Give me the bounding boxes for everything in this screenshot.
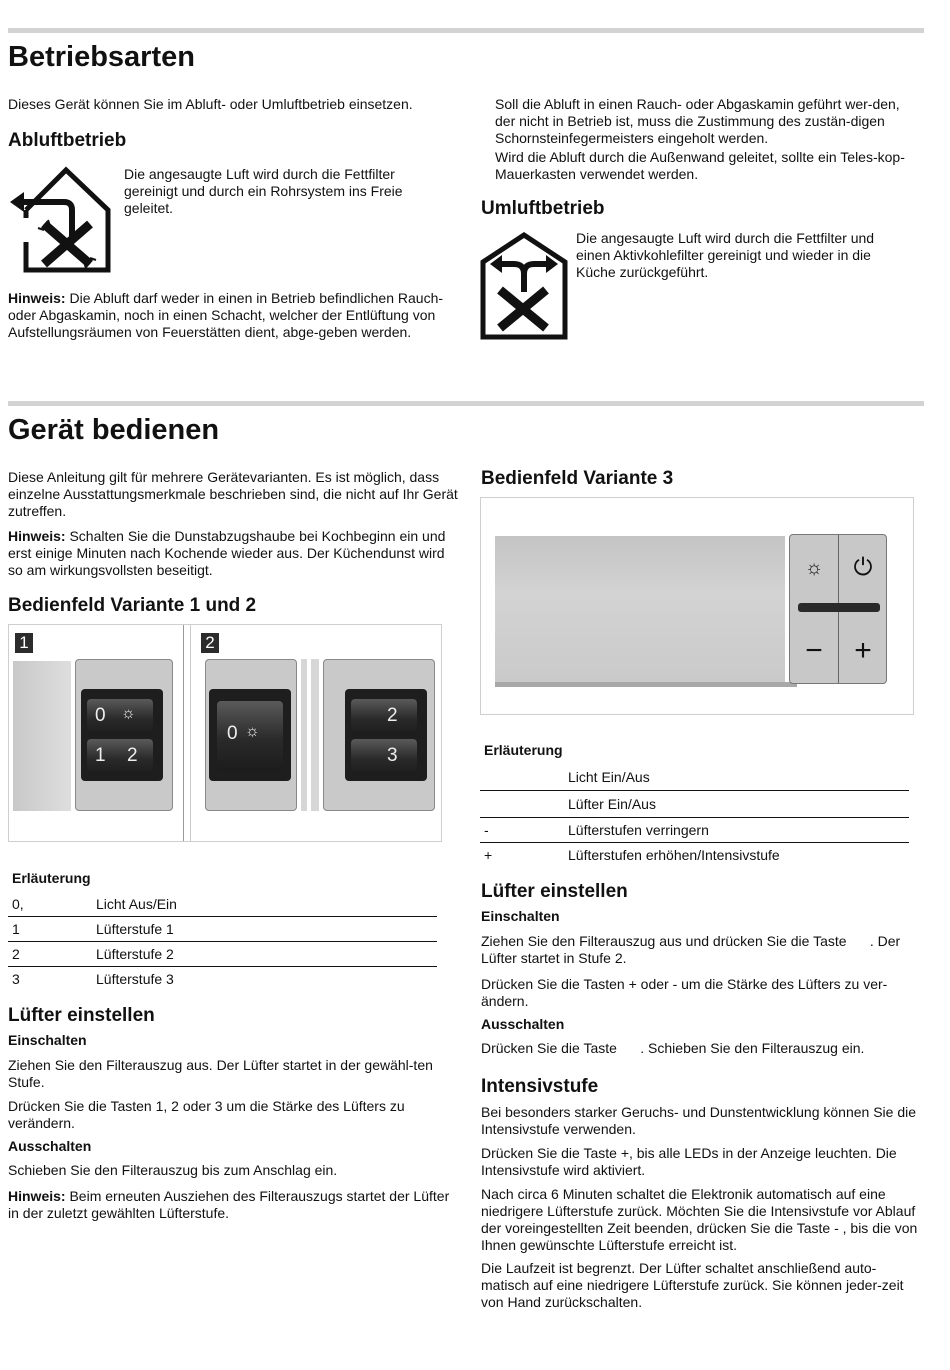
legend-value: Lüfterstufen verringern (568, 821, 709, 838)
intensive-runtime: Die Laufzeit ist begrenzt. Der Lüfter schaltet anschließend auto-matisch auf eine niedrigere Lüfterstufe zurück. Sie können jeder-zeit von Hand zurückschalten. (481, 1260, 904, 1310)
legend-title: Erläuterung (12, 870, 91, 886)
abluft-hint (8, 290, 458, 341)
chimney-note: Soll die Abluft in einen Rauch- oder Abgaskamin geführt wer-den, der nicht in Betrieb ist, muss die Zustimmung des zustän-digen Schornsteinfegermeisters eingeholt werden. (495, 96, 900, 146)
fan-rocker-switch[interactable] (351, 739, 417, 775)
light-rocker-switch[interactable] (87, 699, 153, 735)
switch-on-text: Ziehen Sie den Filterauszug aus und drücken Sie die Taste . Der Lüfter startet in Stufe 2. (481, 933, 905, 966)
section-title-geraet-bedienen: Gerät bedienen (8, 414, 220, 446)
touch-panel (789, 534, 887, 684)
light-rocker-switch[interactable] (217, 701, 283, 771)
legend-row (8, 967, 437, 992)
power-button[interactable] (839, 535, 887, 601)
legend-row (8, 917, 437, 942)
legend-value: Licht Aus/Ein (96, 895, 177, 912)
legend-row (480, 843, 909, 868)
heading-umluftbetrieb: Umluftbetrieb (481, 198, 605, 219)
legend-key: + (484, 847, 493, 863)
heading-luefter-einstellen: Lüfter einstellen (481, 881, 628, 902)
umluft-description: Die angesaugte Luft wird durch die Fettfilter und einen Aktivkohlefilter gereinigt und wieder in die Küche zurückgeführt. (576, 230, 875, 280)
abluft-description: Die angesaugte Luft wird durch die Fettfilter gereinigt und durch ein Rohrsystem ins Freie geleitet. (124, 166, 403, 216)
hint-label: Hinweis: (8, 528, 66, 544)
panel-gap (311, 659, 319, 811)
legend-table-variant-3 (480, 738, 909, 868)
legend-table-variant-1-2 (8, 866, 437, 992)
legend-row (480, 818, 909, 843)
legend-key: 3 (12, 971, 20, 987)
fan-level-text: Drücken Sie die Tasten 1, 2 oder 3 um die Stärke des Lüfters zu verändern. (8, 1098, 405, 1131)
figure-divider (190, 625, 191, 841)
panel-gap (301, 659, 307, 811)
hood-front-panel (13, 661, 71, 811)
plus-button[interactable]: + (854, 634, 872, 667)
intensive-auto-return: Nach circa 6 Minuten schaltet die Elektronik automatisch auf eine niedrigere Lüfterstufe zurück. Möchten Sie die Intensivstufe vor Ablauf der voreingestellten Zeit beenden, drücken Sie die Taste - , bis die von Ihnen gewünschte Lüfterstufe erreicht ist. (481, 1186, 918, 1253)
switch-off-text: Schieben Sie den Filterauszug bis zum Anschlag ein. (8, 1162, 338, 1178)
led-display (798, 603, 880, 612)
section-divider (8, 401, 924, 406)
light-icon: ☼ (121, 705, 136, 722)
switch-label-2: 2 (127, 745, 138, 766)
switch-label-1: 1 (95, 745, 106, 766)
subheading-einschalten: Einschalten (8, 1032, 87, 1048)
operation-hint (8, 528, 458, 579)
drawer-edge (495, 682, 797, 687)
control-panel-variant-3-figure (480, 497, 914, 715)
legend-title: Erläuterung (484, 742, 563, 758)
legend-row (480, 791, 909, 818)
recirculation-house-icon (480, 232, 568, 340)
hint-label: Hinweis: (8, 1188, 66, 1204)
legend-value: Lüfterstufe 3 (96, 971, 174, 987)
legend-value: Lüfter Ein/Aus (568, 795, 656, 812)
legend-value: Licht Ein/Aus (568, 768, 650, 785)
light-button[interactable] (790, 535, 838, 601)
hint-label: Hinweis: (8, 290, 66, 306)
switch-label-0: 0 (95, 705, 106, 726)
light-icon: ☼ (245, 723, 260, 740)
minus-button[interactable]: − (805, 634, 823, 667)
switch-off-text: Drücken Sie die Taste . Schieben Sie den Filterauszug ein. (481, 1040, 865, 1056)
hint-text: Schalten Sie die Dunstabzugshaube bei Kochbeginn ein und erst einige Minuten nach Kochende wieder aus. Der Küchendunst wird so am wirkungsvollsten beseitigt. (8, 528, 446, 578)
legend-key: 0, (12, 895, 24, 912)
switch-on-text: Ziehen Sie den Filterauszug aus. Der Lüfter startet in der gewähl-ten Stufe. (8, 1057, 433, 1090)
intro-text: Diese Anleitung gilt für mehrere Gerätevarianten. Es ist möglich, dass einzelne Ausstattungsmerkmale beschrieben sind, die nicht auf Ihr Gerät zutreffen. (8, 469, 458, 519)
legend-key: 1 (12, 920, 20, 937)
figure-divider (183, 625, 184, 841)
switch-label-2: 2 (387, 705, 398, 726)
power-icon: ⏻ (853, 554, 873, 581)
fan-level-text: Drücken Sie die Tasten + oder - um die Stärke des Lüfters zu ver-ändern. (481, 976, 888, 1009)
wall-box-note: Wird die Abluft durch die Außenwand geleitet, sollte ein Teles-kop-Mauerkasten verwendet werden. (495, 149, 905, 182)
subheading-ausschalten: Ausschalten (481, 1016, 565, 1032)
legend-key: 2 (12, 945, 20, 962)
heading-bedienfeld-variante-1-2: Bedienfeld Variante 1 und 2 (8, 595, 257, 616)
exhaust-air-house-icon (8, 166, 112, 274)
legend-value: Lüfterstufen erhöhen/Intensivstufe (568, 847, 780, 863)
subheading-ausschalten: Ausschalten (8, 1138, 92, 1154)
legend-row (8, 892, 437, 917)
control-panel-variant-1-2-figure (8, 624, 442, 842)
restart-hint (8, 1188, 458, 1222)
figure-badge-2: 2 (201, 633, 219, 653)
heading-luefter-einstellen: Lüfter einstellen (8, 1005, 155, 1026)
light-icon: ☼ (804, 557, 824, 579)
switch-label-0: 0 (227, 723, 238, 744)
section-title-betriebsarten: Betriebsarten (8, 41, 195, 73)
filter-drawer-front (495, 536, 785, 682)
legend-key: - (484, 821, 489, 838)
subheading-einschalten: Einschalten (481, 908, 560, 924)
switch-label-3: 3 (387, 745, 398, 766)
intensive-intro: Bei besonders starker Geruchs- und Dunstentwicklung können Sie die Intensivstufe verwenden. (481, 1104, 917, 1137)
legend-value: Lüfterstufe 2 (96, 945, 174, 962)
figure-badge-1: 1 (15, 633, 33, 653)
heading-abluftbetrieb: Abluftbetrieb (8, 130, 127, 151)
intensive-activate: Drücken Sie die Taste +, bis alle LEDs in der Anzeige leuchten. Die Intensivstufe wird aktiviert. (481, 1145, 897, 1178)
hint-text: Die Abluft darf weder in einen in Betrieb befindlichen Rauch- oder Abgaskamin, noch in einen Schacht, welcher der Entlüftung von Aufstellungsräumen von Feuerstätten dient, abge-geben werden. (8, 290, 444, 340)
intro-text: Dieses Gerät können Sie im Abluft- oder Umluftbetrieb einsetzen. (8, 96, 413, 112)
fan-rocker-switch[interactable] (351, 699, 417, 735)
heading-bedienfeld-variante-3: Bedienfeld Variante 3 (481, 468, 674, 489)
section-divider (8, 28, 924, 33)
hint-text: Beim erneuten Ausziehen des Filterauszugs startet der Lüfter in der zuletzt gewählten Lüfterstufe. (8, 1188, 450, 1221)
fan-rocker-switch[interactable] (87, 739, 153, 775)
legend-row (480, 764, 909, 791)
legend-row (8, 942, 437, 967)
legend-value: Lüfterstufe 1 (96, 920, 174, 937)
heading-intensivstufe: Intensivstufe (481, 1076, 599, 1097)
